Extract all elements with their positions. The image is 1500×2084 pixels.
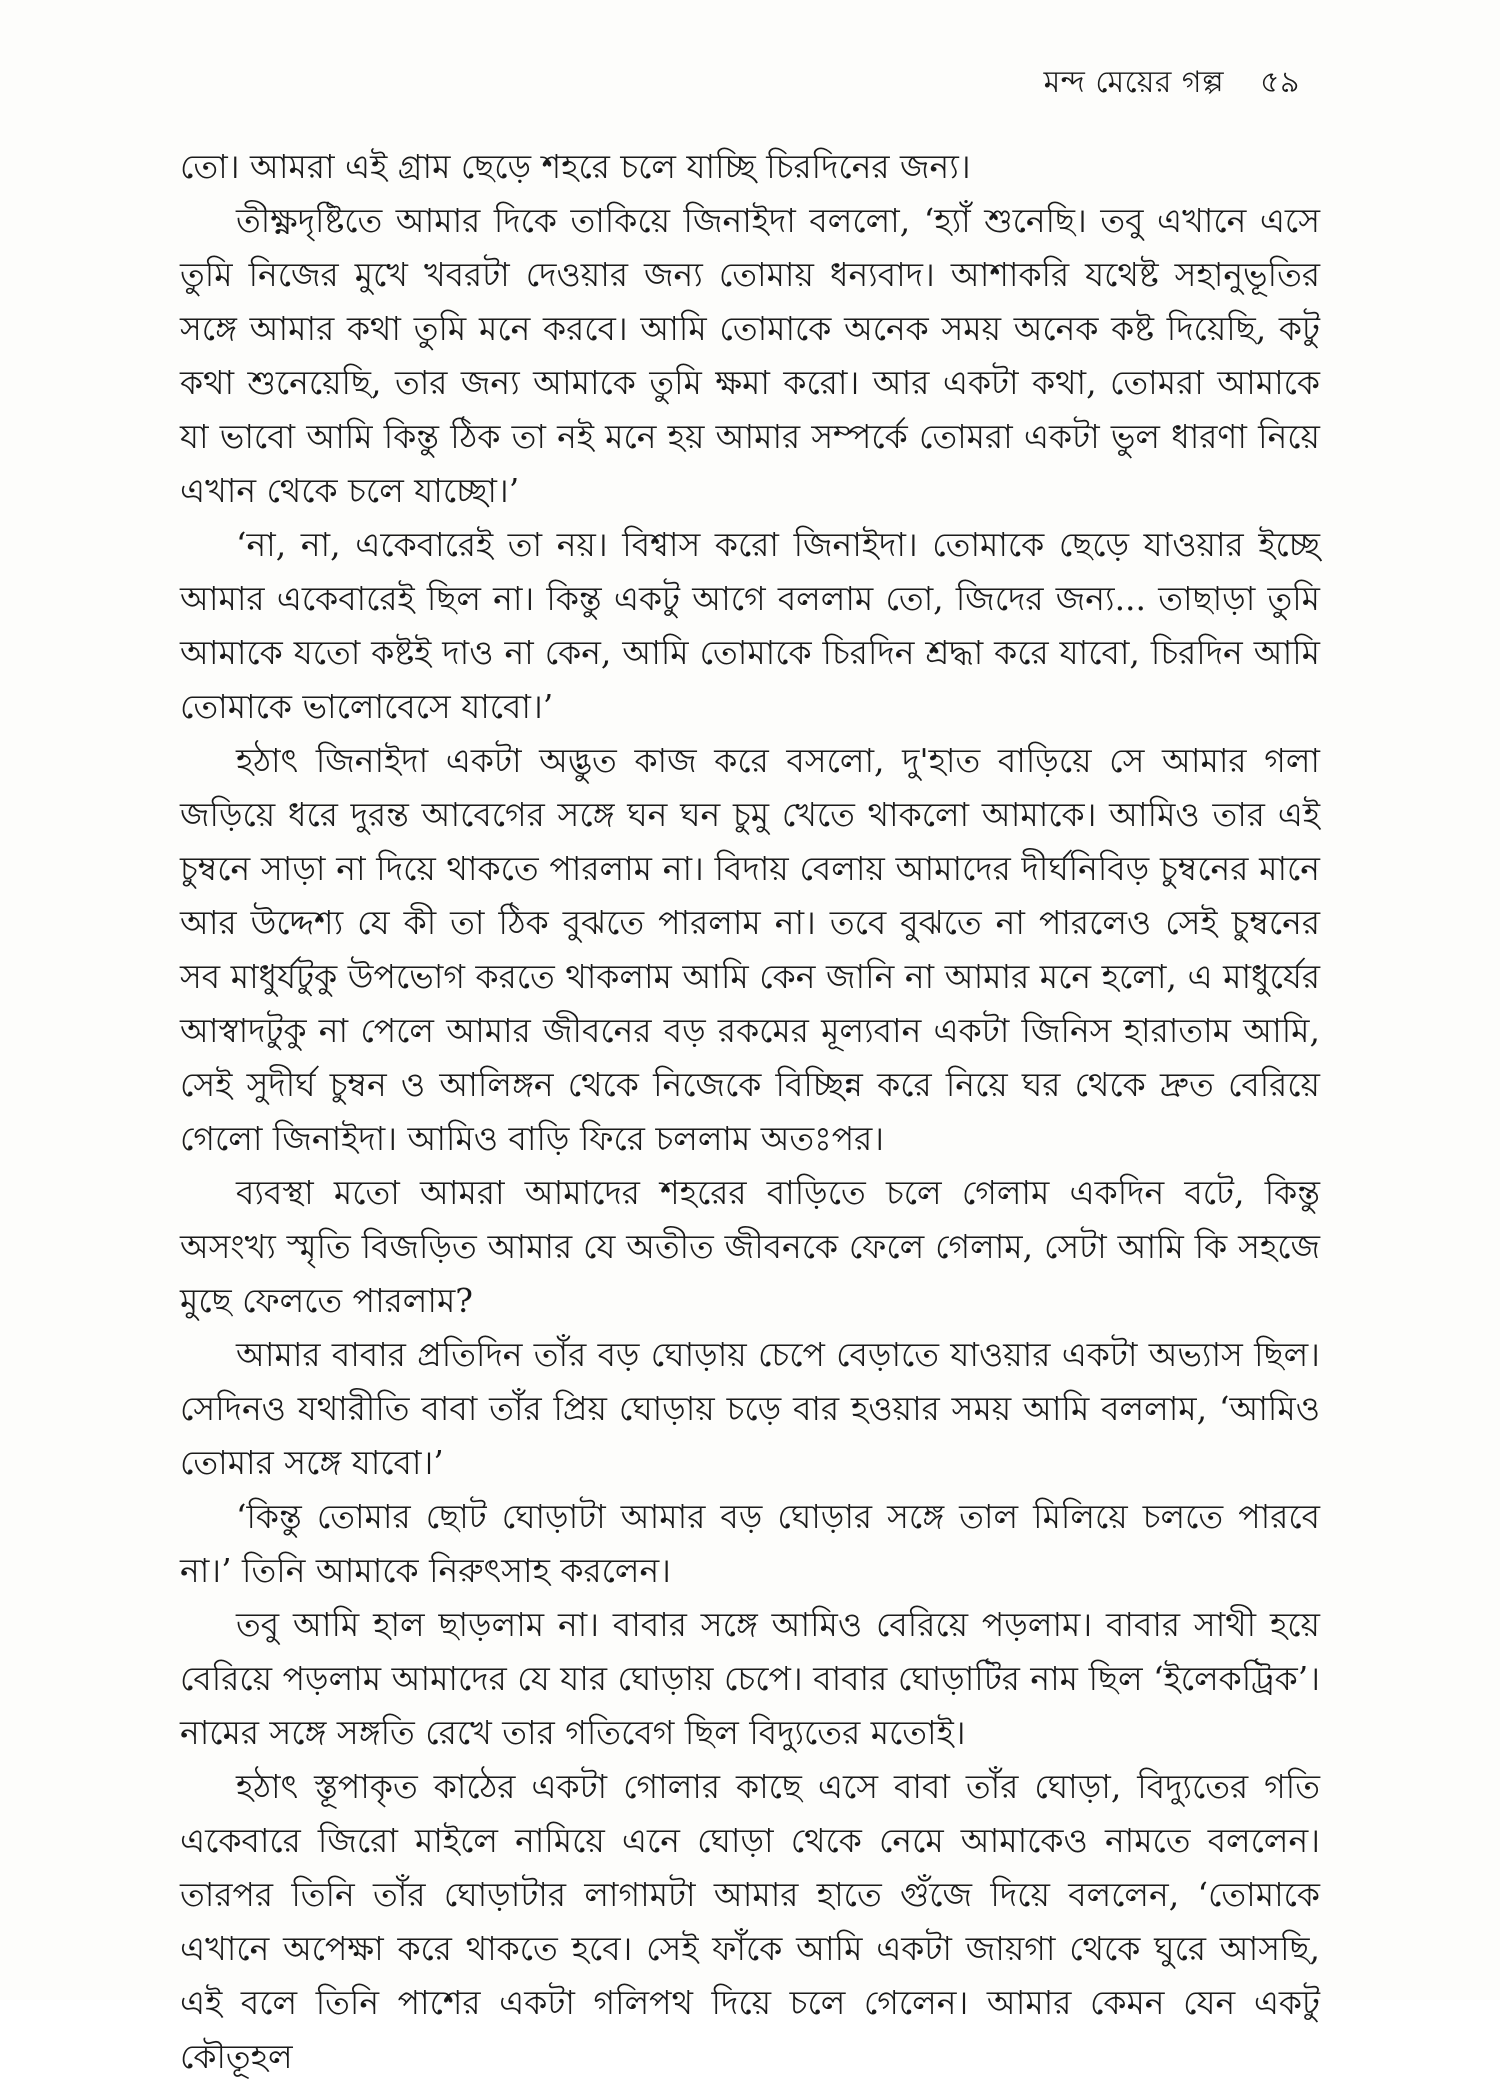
paragraph: হঠাৎ জিনাইদা একটা অদ্ভুত কাজ করে বসলো, দু'হাত বাড়িয়ে সে আমার গলা জড়িয়ে ধরে দুরন্ত আবেগের সঙ্গে ঘন ঘন চুমু খেতে থাকলো আমাকে। আমিও তার এই চুম্বনে সাড়া না দিয়ে থাকতে পারলাম না। বিদায় বেলায় আমাদের দীর্ঘনিবিড় চুম্বনের মানে আর উদ্দেশ্য যে কী তা ঠিক বুঝতে পারলাম না। তবে বুঝতে না পারলেও সেই চুম্বনের সব মাধুর্যটুকু উপভোগ করতে থাকলাম আমি কেন জানি না আমার মনে হলো, এ মাধুর্যের আস্বাদটুকু না পেলে আমার জীবনের বড় রকমের মূল্যবান একটা জিনিস হারাতাম আমি, সেই সুদীর্ঘ চুম্বন ও আলিঙ্গন থেকে নিজেকে বিচ্ছিন্ন করে নিয়ে ঘর থেকে দ্রুত বেরিয়ে গেলো জিনাইদা। আমিও বাড়ি ফিরে চললাম অতঃপর। — [180, 741, 1320, 1158]
paragraph: ব্যবস্থা মতো আমরা আমাদের শহরের বাড়িতে চলে গেলাম একদিন বটে, কিন্তু অসংখ্য স্মৃতি বিজড়িত আমার যে অতীত জীবনকে ফেলে গেলাম, সেটা আমি কি সহজে মুছে ফেলতে পারলাম? — [180, 1173, 1320, 1320]
paragraph: ‘কিন্তু তোমার ছোট ঘোড়াটা আমার বড় ঘোড়ার সঙ্গে তাল মিলিয়ে চলতে পারবে না।’ তিনি আমাকে নিরুৎসাহ করলেন। — [180, 1497, 1320, 1590]
paragraph: হঠাৎ স্তূপাকৃত কাঠের একটা গোলার কাছে এসে বাবা তাঁর ঘোড়া, বিদ্যুতের গতি একেবারে জিরো মাইলে নামিয়ে এনে ঘোড়া থেকে নেমে আমাকেও নামতে বললেন। তারপর তিনি তাঁর ঘোড়াটার লাগামটা আমার হাতে গুঁজে দিয়ে বললেন, ‘তোমাকে এখানে অপেক্ষা করে থাকতে হবে। সেই ফাঁকে আমি একটা জায়গা থেকে ঘুরে আসছি, এই বলে তিনি পাশের একটা গলিপথ দিয়ে চলে গেলেন। আমার কেমন যেন একটু কৌতূহল — [180, 1767, 1320, 2076]
paragraph: ‘না, না, একেবারেই তা নয়। বিশ্বাস করো জিনাইদা। তোমাকে ছেড়ে যাওয়ার ইচ্ছে আমার একেবারেই ছিল না। কিন্তু একটু আগে বললাম তো, জিদের জন্য... তাছাড়া তুমি আমাকে যতো কষ্টই দাও না কেন, আমি তোমাকে চিরদিন শ্রদ্ধা করে যাবো, চিরদিন আমি তোমাকে ভালোবেসে যাবো।’ — [180, 525, 1320, 726]
page-number: ৫৯ — [1260, 65, 1300, 100]
paragraph: তবু আমি হাল ছাড়লাম না। বাবার সঙ্গে আমিও বেরিয়ে পড়লাম। বাবার সাথী হয়ে বেরিয়ে পড়লাম আমাদের যে যার ঘোড়ায় চেপে। বাবার ঘোড়াটির নাম ছিল ‘ইলেকট্রিক’। নামের সঙ্গে সঙ্গতি রেখে তার গতিবেগ ছিল বিদ্যুতের মতোই। — [180, 1605, 1320, 1752]
book-title: মন্দ মেয়ের গল্প — [1043, 65, 1225, 100]
paragraph: আমার বাবার প্রতিদিন তাঁর বড় ঘোড়ায় চেপে বেড়াতে যাওয়ার একটা অভ্যাস ছিল। সেদিনও যথারীতি বাবা তাঁর প্রিয় ঘোড়ায় চড়ে বার হওয়ার সময় আমি বললাম, ‘আমিও তোমার সঙ্গে যাবো।’ — [180, 1335, 1320, 1482]
body-text — [180, 140, 1320, 2084]
running-header — [1044, 58, 1300, 109]
paragraph: তীক্ষ্ণদৃষ্টিতে আমার দিকে তাকিয়ে জিনাইদা বললো, ‘হ্যাঁ শুনেছি। তবু এখানে এসে তুমি নিজের মুখে খবরটা দেওয়ার জন্য তোমায় ধন্যবাদ। আশাকরি যথেষ্ট সহানুভূতির সঙ্গে আমার কথা তুমি মনে করবে। আমি তোমাকে অনেক সময় অনেক কষ্ট দিয়েছি, কটু কথা শুনেয়েছি, তার জন্য আমাকে তুমি ক্ষমা করো। আর একটা কথা, তোমরা আমাকে যা ভাবো আমি কিন্তু ঠিক তা নই মনে হয় আমার সম্পর্কে তোমরা একটা ভুল ধারণা নিয়ে এখান থেকে চলে যাচ্ছো।’ — [180, 201, 1320, 510]
paragraph: তো। আমরা এই গ্রাম ছেড়ে শহরে চলে যাচ্ছি চিরদিনের জন্য। — [180, 147, 971, 186]
